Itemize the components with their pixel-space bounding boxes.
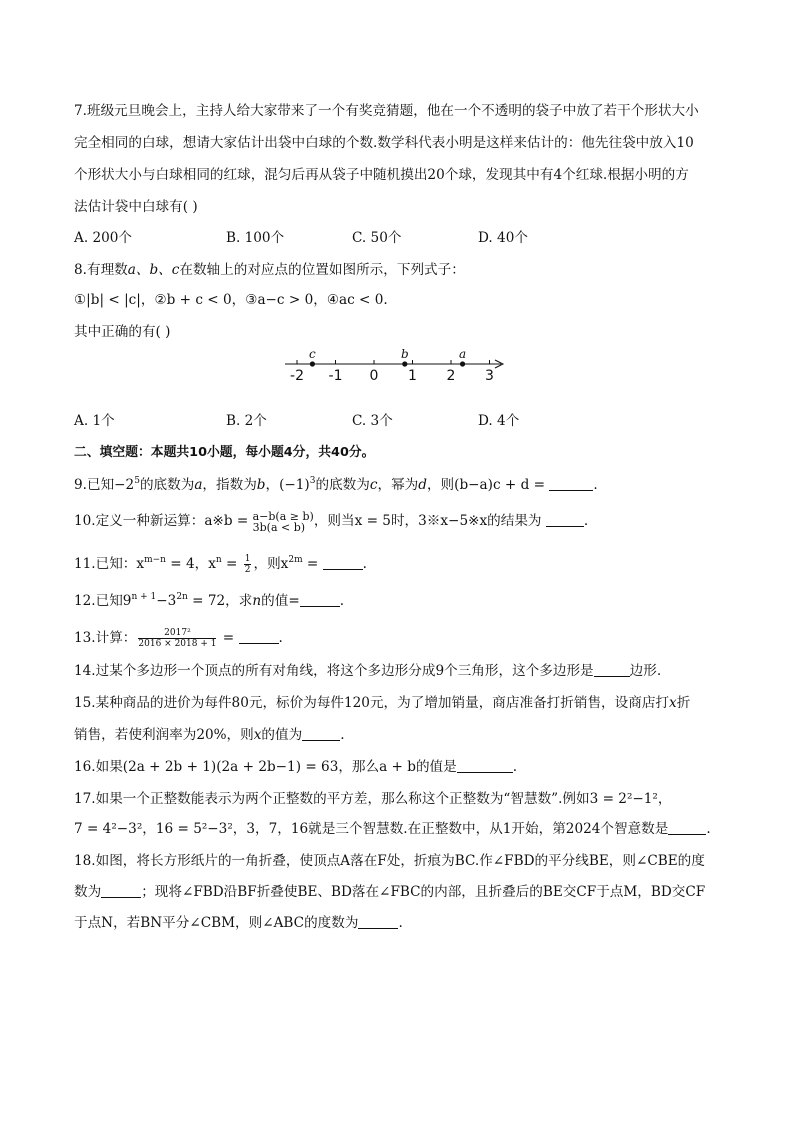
number-line-tick-label: 0 bbox=[369, 368, 379, 384]
q10-answer-blank[interactable] bbox=[546, 512, 584, 527]
q18-line-2: 数为 ；现将∠FBD沿BF折叠使BE、BD落在∠FBC的内部，且折叠后的BE交CF于点M，BD交CF bbox=[74, 884, 706, 900]
q14-line: 14.过某个多边形一个顶点的所有对角线，将这个多边形分成9个三角形，这个多边形是 边形. bbox=[74, 663, 662, 679]
q8-line-1: 8.有理数a、b、c在数轴上的对应点的位置如图所示，下列式子： bbox=[74, 262, 465, 278]
q8-line-3: 其中正确的有( ) bbox=[74, 324, 171, 340]
q8-option-c: C. 3个 bbox=[352, 413, 393, 429]
q15-answer-blank[interactable] bbox=[302, 726, 340, 741]
q7-option-c: C. 50个 bbox=[352, 230, 402, 246]
q8-option-d: D. 4个 bbox=[478, 413, 520, 429]
number-line-tick-label: -2 bbox=[290, 368, 304, 384]
q8-line-2: ①|b| < |c|，②b + c < 0，③a−c > 0，④ac < 0. bbox=[74, 292, 388, 308]
q17-answer-blank[interactable] bbox=[668, 820, 706, 835]
q9-answer-blank[interactable] bbox=[549, 476, 593, 491]
q18-answer-blank-1[interactable] bbox=[101, 883, 141, 898]
number-line-figure bbox=[283, 342, 513, 384]
piecewise-brace: a−b(a ≥ b) 3b(a < b) bbox=[252, 509, 314, 534]
number-line-point-b bbox=[402, 361, 407, 366]
q8-option-b: B. 2个 bbox=[226, 413, 267, 429]
q18-line-1: 18.如图，将长方形纸片的一角折叠，使顶点A落在F处，折痕为BC.作∠FBD的平分线BE，则∠CBE的度 bbox=[74, 853, 705, 869]
q16-line: 16.如果(2a + 2b + 1)(2a + 2b−1) = 63，那么a + b的值是 . bbox=[74, 759, 518, 775]
q10-line: 10.定义一种新运算：a※b = a−b(a ≥ b) 3b(a < b) ，则当x = 5时，3※x−5※x的结果为 . bbox=[74, 509, 589, 534]
q13-fraction: $\frac{\text{2017²}}{2016 \times 2018 + 1}$ bbox=[138, 628, 217, 649]
q18-answer-blank-2[interactable] bbox=[358, 914, 398, 929]
q7-option-d: D. 40个 bbox=[478, 230, 528, 246]
number-line-point-label-c: c bbox=[309, 347, 316, 361]
q17-line-1: 17.如果一个正整数能表示为两个正整数的平方差，那么称这个正整数为“智慧数”.例如3 = 2²−1²， bbox=[74, 791, 672, 807]
number-line-point-c bbox=[310, 361, 315, 366]
q18-line-3: 于点N，若BN平分∠CBM，则∠ABC的度数为 . bbox=[74, 915, 403, 931]
section-2-heading: 二、填空题：本题共10小题，每小题4分，共40分。 bbox=[74, 445, 375, 460]
q15-line-2: 销售，若使利润率为20%，则x的值为 . bbox=[74, 727, 345, 743]
q12-line: 12.已知$9^{n + 1}-3^{2n} = 72$，求n的值= . bbox=[74, 592, 345, 609]
number-line-tick-label: 1 bbox=[408, 368, 417, 384]
q7-option-b: B. 100个 bbox=[226, 230, 285, 246]
q15-line-1: 15.某种商品的进价为每件80元，标价为每件120元，为了增加销量，商店准备打折销售，设商店打x折 bbox=[74, 695, 691, 711]
q11-fraction: $\frac{1}{2}$ bbox=[244, 554, 251, 575]
number-line-tick-label: 3 bbox=[485, 368, 494, 384]
q16-answer-blank[interactable] bbox=[457, 758, 513, 773]
number-line-point-label-b: b bbox=[400, 347, 409, 361]
number-line-tick-label: -1 bbox=[328, 368, 343, 384]
q8-option-a: A. 1个 bbox=[74, 413, 115, 429]
q17-line-2: 7 = 4²−3²，16 = 5²−3²，3，7，16就是三个智慧数.在正整数中，从1开始，第2024个智意数是 . bbox=[74, 821, 711, 837]
q11-line: 11.已知：$x^{m-n} = 4$，$x^n$ = $\frac{1}{2}$ ，则$x^{2m}$ = . bbox=[74, 554, 367, 575]
q13-line: 13.计算： $\frac{\text{2017²}}{2016 \times 2018 + 1}$ = . bbox=[74, 628, 283, 649]
number-line-point-label-a: a bbox=[458, 347, 467, 361]
q7-line-2: 完全相同的白球，想请大家估计出袋中白球的个数.数学科代表小明是这样来估计的：他先往袋中放入10 bbox=[74, 135, 694, 151]
number-line-tick-label: 2 bbox=[446, 368, 456, 384]
q7-line-3: 个形状大小与白球相同的红球，混匀后再从袋子中随机摸出20个球，发现其中有4个红球.根据小明的方 bbox=[74, 167, 689, 183]
q12-answer-blank[interactable] bbox=[300, 592, 340, 607]
number-line-point-a bbox=[460, 361, 465, 366]
q7-line-4: 法估计袋中白球有( ) bbox=[74, 199, 198, 215]
q7-option-a: A. 200个 bbox=[74, 230, 132, 246]
q9-line: 9.已知$-2^5$的底数为a，指数为b，$(-1)^3$的底数为c，幂为d，则(b−a)c + d = . bbox=[74, 476, 598, 493]
q13-answer-blank[interactable] bbox=[239, 629, 279, 644]
q14-answer-blank[interactable] bbox=[594, 662, 630, 677]
q11-answer-blank[interactable] bbox=[323, 555, 363, 570]
q7-line-1: 7.班级元旦晚会上，主持人给大家带来了一个有奖竞猜题，他在一个不透明的袋子中放了若干个形状大小 bbox=[74, 103, 699, 119]
